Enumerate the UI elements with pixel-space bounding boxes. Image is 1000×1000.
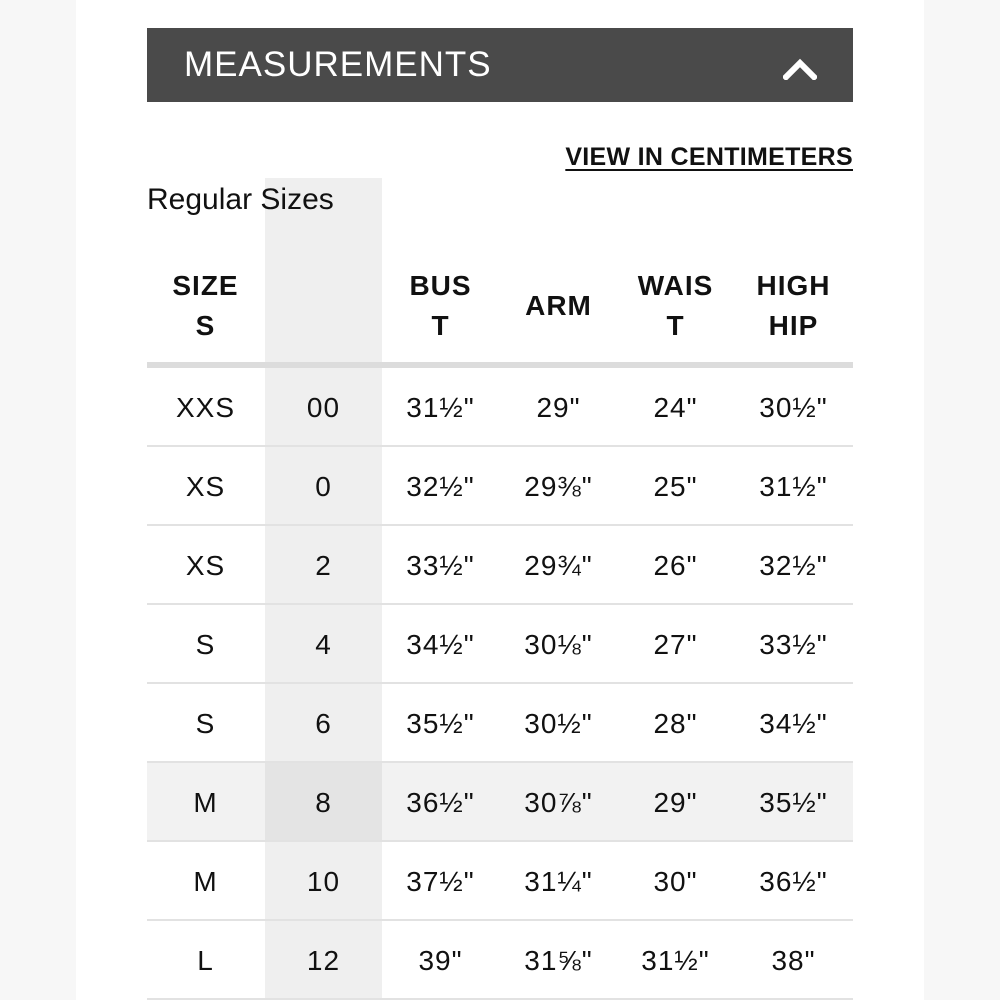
cell-bust: 32½" [406, 470, 475, 502]
table-row [147, 684, 853, 763]
cell-number: 4 [315, 628, 332, 660]
cell-bust: 39" [418, 944, 463, 976]
cell-size: L [197, 944, 214, 976]
cell-high-hip: 32½" [759, 549, 828, 581]
table-row [147, 526, 853, 605]
cell-high-hip: 34½" [759, 707, 828, 739]
cell-high-hip: 33½" [759, 628, 828, 660]
cell-size: XS [185, 470, 226, 502]
cell-high-hip: 35½" [759, 786, 828, 818]
column-header-bust: BUST [409, 270, 472, 341]
cell-high-hip: 38" [771, 944, 816, 976]
cell-waist: 28" [653, 707, 698, 739]
cell-waist: 25" [653, 470, 698, 502]
cell-bust: 34½" [406, 628, 475, 660]
table-row [147, 763, 853, 842]
table-row [147, 842, 853, 921]
cell-high-hip: 31½" [759, 470, 828, 502]
cell-arm: 29" [536, 391, 581, 423]
cell-size: M [193, 786, 218, 818]
column-header-sizes: SIZES [172, 270, 239, 341]
cell-arm: 29¾" [524, 549, 593, 581]
cell-number: 2 [315, 549, 332, 581]
cell-number: 0 [315, 470, 332, 502]
table-body [147, 368, 853, 1000]
cell-arm: 30⅞" [524, 786, 593, 818]
measurements-header[interactable] [147, 28, 853, 102]
cell-waist: 29" [653, 786, 698, 818]
cell-high-hip: 30½" [759, 391, 828, 423]
table-row [147, 447, 853, 526]
column-header-arm: ARM [525, 290, 592, 321]
table-row [147, 921, 853, 1000]
cell-number: 10 [306, 865, 341, 897]
cell-arm: 30⅛" [524, 628, 593, 660]
cell-size: S [195, 707, 216, 739]
cell-arm: 31⅝" [524, 944, 593, 976]
cell-size: XXS [175, 391, 236, 423]
cell-arm: 29⅜" [524, 470, 593, 502]
cell-number: 8 [315, 786, 332, 818]
cell-waist: 30" [653, 865, 698, 897]
cell-bust: 35½" [406, 707, 475, 739]
table-header-row [147, 250, 853, 362]
cell-high-hip: 36½" [759, 865, 828, 897]
cell-waist: 27" [653, 628, 698, 660]
cell-waist: 31½" [641, 944, 710, 976]
column-header-high-hip: HIGH HIP [756, 270, 831, 341]
cell-bust: 33½" [406, 549, 475, 581]
cell-number: 12 [306, 944, 341, 976]
cell-bust: 31½" [406, 391, 475, 423]
column-header-number [265, 250, 382, 362]
cell-size: M [193, 865, 218, 897]
cell-waist: 24" [653, 391, 698, 423]
cell-bust: 37½" [406, 865, 475, 897]
cell-number: 6 [315, 707, 332, 739]
cell-arm: 30½" [524, 707, 593, 739]
table-title: Regular Sizes [147, 183, 334, 216]
cell-bust: 36½" [406, 786, 475, 818]
measurements-title: MEASUREMENTS [184, 45, 492, 84]
column-header-waist: WAIST [637, 270, 714, 341]
cell-size: S [195, 628, 216, 660]
cell-number: 00 [306, 391, 341, 423]
cell-arm: 31¼" [524, 865, 593, 897]
table-row [147, 368, 853, 447]
table-row [147, 605, 853, 684]
chevron-up-icon[interactable] [783, 58, 817, 80]
view-in-centimeters-link[interactable]: VIEW IN CENTIMETERS [565, 143, 853, 171]
cell-size: XS [185, 549, 226, 581]
cell-waist: 26" [653, 549, 698, 581]
